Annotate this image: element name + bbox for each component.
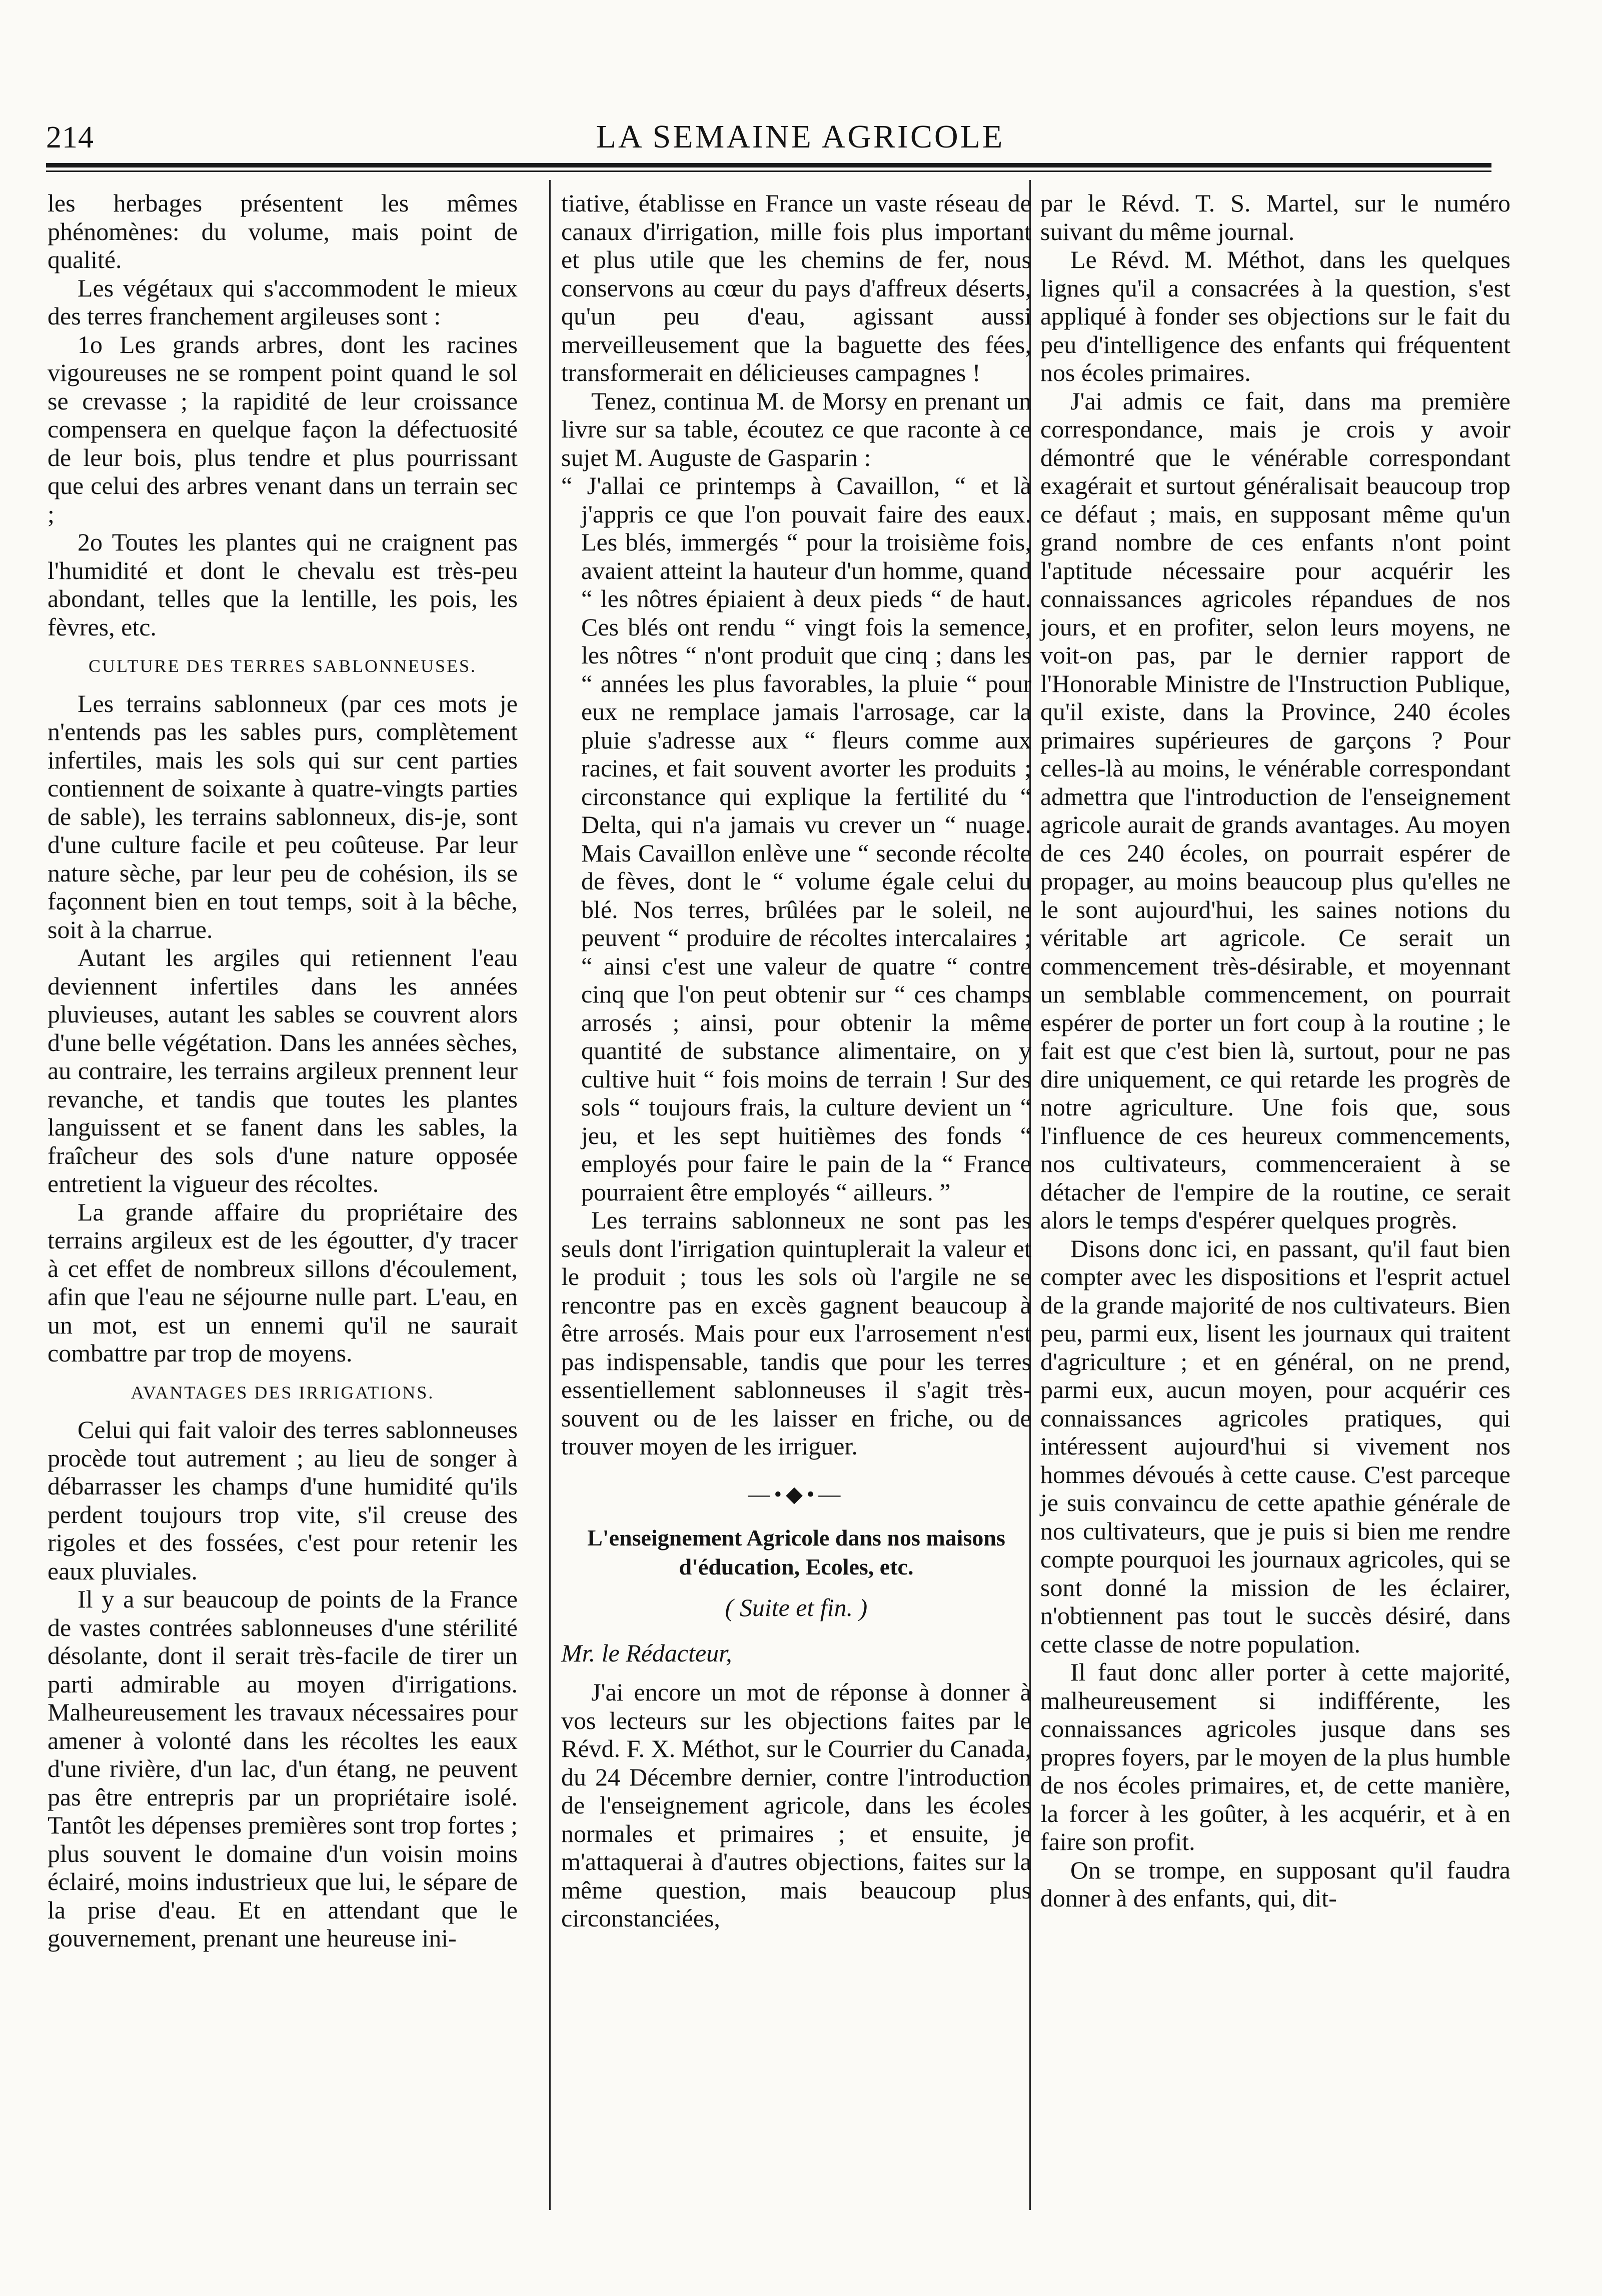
col2-paragraph: Tenez, continua M. de Morsy en prenant un livre sur sa table, écoutez ce que raconte à ce sujet M. Auguste de Gasparin :: [561, 386, 1031, 472]
col1-paragraph: Il y a sur beaucoup de points de la France de vastes contrées sablonneuses d'une stérilité désolante, dont il serait très-facile de tirer un parti admirable au moyen d'irrigations. Malheureusement les travaux nécessaires pour amener à volonté dans les récoltes les eaux d'une rivière, d'un lac, d'un étang, ne peuvent pas être entrepris par un propriétaire isolé. Tantôt les dépenses premières sont trop fortes ; plus souvent le domaine d'un voisin moins éclairé, moins industrieux que lui, le sépare de la prise d'eau. Et en attendant que le gouvernement, prenant une heureuse ini-: [48, 1585, 518, 1952]
col1-paragraph: Les terrains sablonneux (par ces mots je n'entends pas les sables purs, complètement infertiles, mais les sols qui sur cent parties contiennent de soixante à quatre-vingts parties de sable), les terrains sablonneux, dis-je, sont d'une culture facile et peu coûteuse. Par leur nature sèche, par leur peu de cohésion, ils se façonnent bien en tout temps, soit à la bêche, soit à la charrue.: [48, 689, 518, 944]
col1-paragraph: Autant les argiles qui retiennent l'eau deviennent infertiles dans les années pluvieuses, autant les sables se couvrent alors d'une belle végétation. Dans les années sèches, au contraire, les terrains argileux prennent leur revanche, et tandis que toutes les plantes languissent et se fanent dans les sables, la fraîcheur des sols d'une nature opposée entretient la vigueur des récoltes.: [48, 944, 518, 1198]
col2-quotation: “ J'allai ce printemps à Cavaillon, “ et là j'appris ce que l'on pouvait faire des eaux. Les blés, immergés “ pour la troisième fois, avaient atteint la hauteur d'un homme, quand “ les nôtres épiaient à deux pieds “ de haut. Ces blés ont rendu “ vingt fois la semence, les nôtres “ n'ont produit que cinq ; dans les “ années les plus favorables, la pluie “ pour eux ne remplace jamais l'arrosage, car la pluie s'adresse aux “ fleurs comme aux racines, et fait souvent avorter les produits ; circonstance qui explique la fertilité du “ Delta, qui n'a jamais vu crever un “ nuage. Mais Cavaillon enlève une “ seconde récolte de fèves, dont le “ volume égale celui du blé. Nos terres, brûlées par le soleil, ne peuvent “ produire de récoltes intercalaires ; “ ainsi c'est une valeur de quatre “ contre cinq que l'on peut obtenir sur “ ces champs arrosés ; ainsi, pour obtenir la même quantité de substance alimentaire, on y cultive huit “ fois moins de terrain ! Sur des sols “ toujours frais, la culture devient un “ jeu, et les sept huitièmes des fonds “ employés pour faire le pain de la “ France pourraient être employés “ ailleurs. ”: [561, 472, 1031, 1206]
col3-paragraph: par le Révd. T. S. Martel, sur le numéro suivant du même journal.: [1040, 189, 1510, 246]
page-number: 214: [46, 120, 94, 154]
col3-paragraph: Disons donc ici, en passant, qu'il faut bien compter avec les dispositions et l'esprit actuel de la grande majorité de nos cultivateurs. Bien peu, parmi eux, lisent les journaux qui traitent d'agriculture ; et en général, on ne prend, parmi eux, aucun moyen, pour acquérir ces connaissances agricoles pratiques, qui intéressent aujourd'hui si vivement nos hommes dévoués à cette cause. C'est parceque je suis convaincu de cette apathie générale de nos cultivateurs, que je puis si bien me rendre compte pourquoi les journaux agricoles, qui se sont donné la mission de les éclairer, n'obtiennent pas tout le succès désiré, dans cette classe de notre population.: [1040, 1234, 1510, 1658]
section-heading: AVANTAGES DES IRRIGATIONS.: [131, 1382, 435, 1402]
salutation: Mr. le Rédacteur,: [561, 1638, 732, 1667]
col3-paragraph: J'ai admis ce fait, dans ma première correspondance, mais je crois y avoir démontré que le vénérable correspondant exagérait et surtout généralisait beaucoup trop ce défaut ; mais, en supposant même qu'un grand nombre de ces enfants n'ont point l'aptitude nécessaire pour acquérir les connaissances agricoles répandues de nos jours, et en profiter, selon leurs moyens, ne voit-on pas, par le dernier rapport de l'Honorable Ministre de l'Instruction Publique, qu'il existe, dans la Province, 240 écoles primaires supérieures de garçons ? Pour celles-là au moins, le vénérable correspondant admettra que l'introduction de l'enseignement agricole aurait de grands avantages. Au moyen de ces 240 écoles, on pourrait espérer de propager, au moins beaucoup plus qu'elles ne le sont aujourd'hui, les saines notions du véritable art agricole. Ce serait un commencement très-désirable, et moyennant un semblable commencement, on pourrait espérer de porter un fort coup à la routine ; le fait est que c'est bien là, surtout, pour ne pas dire uniquement, ce qui retarde les progrès de notre agriculture. Une fois que, sous l'influence de ces heureux commencements, nos cultivateurs, commenceraient à se détacher de l'empire de la routine, ce serait alors le temps d'espérer quelques progrès.: [1040, 386, 1510, 1234]
col1-paragraph: 1o Les grands arbres, dont les racines vigoureuses ne se rompent point quand le sol se crevasse ; la rapidité de leur croissance compensera en quelque façon la défectuosité de leur bois, plus tendre et plus pourrissant que celui des arbres venant dans un terrain sec ;: [48, 330, 518, 528]
running-head: LA SEMAINE AGRICOLE: [596, 118, 1005, 155]
header-rule-thick: [46, 163, 1491, 168]
article-title: L'enseignement Agricole dans nos maisons d'éducation, Ecoles, etc.: [587, 1525, 1005, 1580]
col3-paragraph: Le Révd. M. Méthot, dans les quelques lignes qu'il a consacrées à la question, s'est appliqué à fonder ses objections sur le fait du peu d'intelligence des enfants qui fréquentent nos écoles primaires.: [1040, 246, 1510, 386]
article-subtitle: ( Suite et fin. ): [725, 1594, 868, 1622]
col1-paragraph: Celui qui fait valoir des terres sablonneuses procède tout autrement ; au lieu de songer à débarrasser les champs d'une humidité qu'ils perdent toujours trop vite, s'il creuse des rigoles et des fossées, c'est pour retenir les eaux pluviales.: [48, 1416, 518, 1585]
col1-paragraph: les herbages présentent les mêmes phénomènes: du volume, mais point de qualité.: [48, 189, 518, 274]
col1-paragraph: Les végétaux qui s'accommodent le mieux des terres franchement argileuses sont :: [48, 274, 518, 330]
col3-paragraph: On se trompe, en supposant qu'il faudra donner à des enfants, qui, dit-: [1040, 1856, 1510, 1912]
section-ornament: —•◆•—: [748, 1482, 845, 1506]
section-heading: CULTURE DES TERRES SABLONNEUSES.: [88, 656, 477, 676]
col2-paragraph: tiative, établisse en France un vaste réseau de canaux d'irrigation, mille fois plus important et plus utile que les chemins de fer, nous conservons au cœur du pays d'affreux déserts, qu'un peu d'eau, agissant aussi merveilleusement que la baguette des fées, transformerait en délicieuses campagnes !: [561, 189, 1031, 386]
column-divider-1: [549, 180, 551, 2210]
column-1: [48, 189, 518, 1952]
header-rule-thin: [46, 170, 1491, 172]
col3-paragraph: Il faut donc aller porter à cette majorité, malheureusement si indifférente, les connaissances agricoles jusque dans ses propres foyers, par le moyen de la plus humble de nos écoles primaires, et, de cette manière, la forcer à les goûter, à les acquérir, et à en faire son profit.: [1040, 1658, 1511, 1856]
col2-paragraph: J'ai encore un mot de réponse à donner à vos lecteurs sur les objections faites par le Révd. F. X. Méthot, sur le Courrier du Canada, du 24 Décembre dernier, contre l'introduction de l'enseignement agricole, dans les écoles normales et primaires ; et ensuite, je m'attaquerai à d'autres objections, faites sur la même question, mais beaucoup plus circonstanciées,: [561, 1678, 1031, 1932]
column-3: [1040, 189, 1510, 1912]
col2-paragraph: Les terrains sablonneux ne sont pas les seuls dont l'irrigation quintuplerait la valeur et le produit ; tous les sols où l'argile ne se rencontre pas en excès gagnent beaucoup à être arrosés. Mais pour eux l'arrosement n'est pas indispensable, tandis que pour les terres essentiellement sablonneuses il s'agit très-souvent ou de les laisser en friche, ou de trouver moyen de les irriguer.: [561, 1206, 1031, 1460]
col1-paragraph: 2o Toutes les plantes qui ne craignent pas l'humidité et dont le chevalu est très-peu abondant, telles que la lentille, les pois, les fèvres, etc.: [48, 528, 518, 641]
column-2: [561, 189, 1031, 1932]
col1-paragraph: La grande affaire du propriétaire des terrains argileux est de les égoutter, d'y tracer à cet effet de nombreux sillons d'écoulement, afin que l'eau ne séjourne nulle part. L'eau, en un mot, est un ennemi qu'il ne saurait combattre par trop de moyens.: [48, 1198, 518, 1367]
